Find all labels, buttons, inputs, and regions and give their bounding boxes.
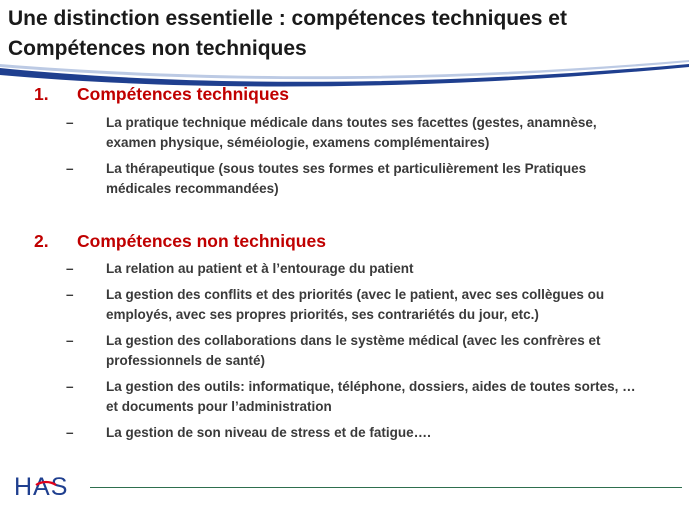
section-number: 1. bbox=[34, 84, 49, 104]
slide-title bbox=[8, 4, 668, 64]
section-technical-skills bbox=[34, 83, 674, 205]
bullet-list bbox=[34, 113, 674, 199]
list-item bbox=[34, 423, 674, 443]
bullet-dash: – bbox=[66, 333, 74, 348]
section-title: Compétences non techniques bbox=[77, 231, 326, 251]
has-logo-text: HAS bbox=[14, 473, 69, 501]
bullet-dash: – bbox=[66, 287, 74, 302]
bullet-dash: – bbox=[66, 425, 74, 440]
slide-title-line-1: Une distinction essentielle : compétences techniques et bbox=[8, 7, 567, 30]
list-item bbox=[34, 377, 674, 417]
bullet-list bbox=[34, 259, 674, 443]
list-item-text: La gestion des conflits et des priorités (avec le patient, avec ses collègues ou employés, avec ses propres priorités, ses contrariétés du jour, etc.) bbox=[106, 287, 605, 322]
list-item-text: La relation au patient et à l’entourage du patient bbox=[106, 261, 414, 276]
footer-divider bbox=[90, 487, 682, 488]
section-title: Compétences techniques bbox=[77, 84, 289, 104]
list-item-text: La gestion des outils: informatique, téléphone, dossiers, aides de toutes sortes, … et documents pour l’administration bbox=[106, 379, 636, 414]
list-item bbox=[34, 159, 674, 199]
list-item-text: La gestion de son niveau de stress et de fatigue…. bbox=[106, 425, 431, 440]
bullet-dash: – bbox=[66, 115, 74, 130]
list-item-text: La pratique technique médicale dans toutes ses facettes (gestes, anamnèse, examen physique, séméiologie, examens complémentaires) bbox=[106, 115, 597, 150]
bullet-dash: – bbox=[66, 261, 74, 276]
section-heading bbox=[34, 83, 674, 105]
list-item bbox=[34, 331, 674, 371]
bullet-dash: – bbox=[66, 161, 74, 176]
section-number: 2. bbox=[34, 231, 49, 251]
list-item bbox=[34, 113, 674, 153]
bullet-dash: – bbox=[66, 379, 74, 394]
has-logo bbox=[14, 471, 76, 501]
list-item-text: La thérapeutique (sous toutes ses formes et particulièrement les Pratiques médicales recommandées) bbox=[106, 161, 587, 196]
list-item bbox=[34, 285, 674, 325]
section-heading bbox=[34, 230, 674, 252]
list-item-text: La gestion des collaborations dans le système médical (avec les confrères et professionnels de santé) bbox=[106, 333, 601, 368]
slide-title-line-2: Compétences non techniques bbox=[8, 37, 307, 60]
list-item bbox=[34, 259, 674, 279]
section-non-technical-skills bbox=[34, 230, 674, 449]
